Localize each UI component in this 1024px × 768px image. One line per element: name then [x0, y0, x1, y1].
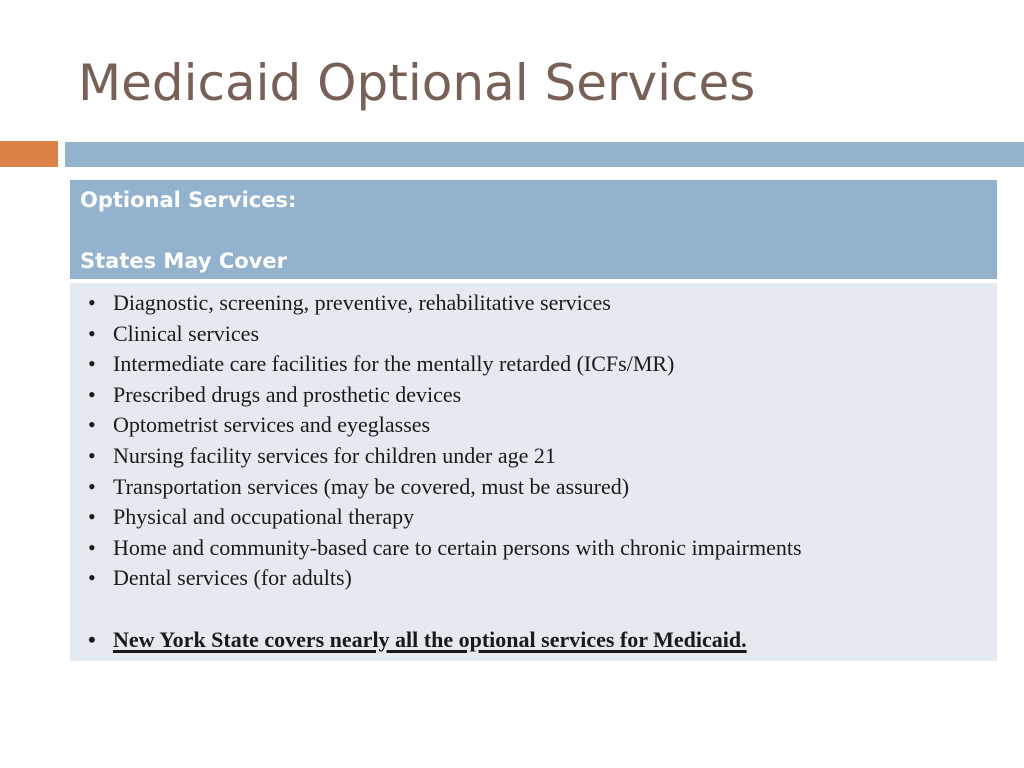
table-header-line2: States May Cover [80, 249, 287, 273]
list-item: • Optometrist services and eyeglasses [70, 410, 997, 441]
slide-title: Medicaid Optional Services [78, 54, 756, 112]
list-item: • Physical and occupational therapy [70, 502, 997, 533]
list-item: • Prescribed drugs and prosthetic devices [70, 380, 997, 411]
bullet-panel [70, 283, 997, 661]
header-accent-band [65, 142, 1024, 167]
orange-accent-bar [0, 141, 58, 167]
table-header-line1: Optional Services: [80, 188, 297, 212]
list-item-emphasis [70, 625, 997, 656]
list-item: • Intermediate care facilities for the mentally retarded (ICFs/MR) [70, 349, 997, 380]
final-statement: New York State covers nearly all the optional services for Medicaid. [113, 626, 747, 652]
list-item: • Transportation services (may be covered, must be assured) [70, 472, 997, 503]
table-header [70, 180, 997, 279]
list-item: • Dental services (for adults) [70, 563, 997, 594]
list-item: • Diagnostic, screening, preventive, rehabilitative services [70, 288, 997, 319]
bullet-list [70, 288, 997, 655]
list-item: • Home and community-based care to certain persons with chronic impairments [70, 533, 997, 564]
list-item: • Nursing facility services for children under age 21 [70, 441, 997, 472]
list-item: • Clinical services [70, 319, 997, 350]
